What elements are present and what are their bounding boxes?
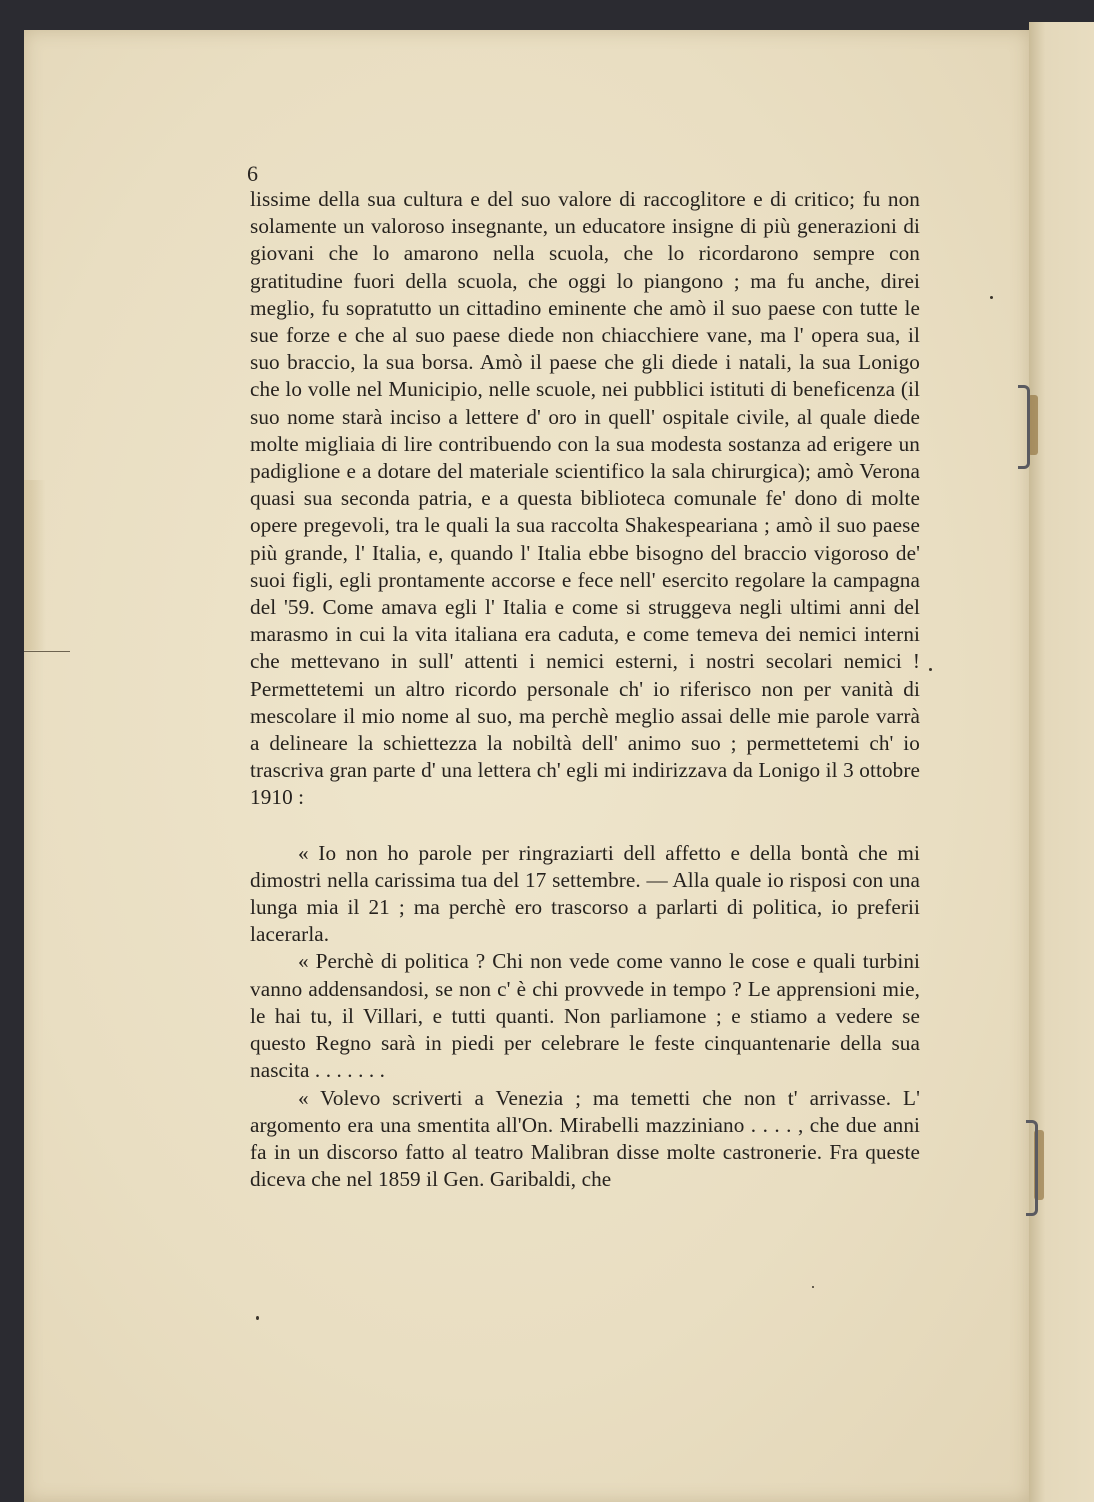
ink-speck (256, 1316, 259, 1320)
page-stain (24, 480, 46, 650)
body-text (250, 186, 920, 1193)
staple-icon (1026, 1120, 1038, 1216)
ink-speck (812, 1286, 814, 1288)
paragraph: lissime della sua cultura e del suo valore di raccoglitore e di critico; fu non solamente un valoroso insegnante, un educatore insigne di più generazioni di giovani che lo amarono nella scuola, che lo ricordarono sempre con gratitudine fuori della scuola, che oggi lo piangono ; ma fu anche, direi meglio, fu sopratutto un cittadino eminente che amò il suo paese con tutte le sue forze e che al suo paese diede non chiacchiere vane, ma l' opera sua, il suo braccio, la sua borsa. Amò il paese che gli diede i natali, la sua Lonigo che lo volle nel Municipio, nelle scuole, nei pubblici istituti di beneficenza (il suo nome starà inciso a lettere d' oro in quell' ospitale civile, al quale diede molte migliaia di lire contribuendo con la sua modesta sostanza ad erigere un padiglione e a dotare del materiale scientifico la sala chirurgica); amò Verona quasi sua seconda patria, e a questa biblioteca comunale fe' dono di molte opere pregevoli, tra le quali la sua raccolta Shakespeariana ; amò il suo paese più grande, l' Italia, e, quando l' Italia ebbe bisogno del braccio vigoroso de' suoi figli, egli prontamente accorse e fece nell' esercito regolare la campagna del '59. Come amava egli l' Italia e come si struggeva negli ultimi anni del marasmo in cui la vita italiana era caduta, e come temeva dei nemici interni che mettevano in sull' attenti i nemici esterni, i nostri secolari nemici ! Permettetemi un altro ricordo personale ch' io riferisco non per vanità di mescolare il mio nome al suo, ma perchè meglio assai delle mie parole varrà a delineare la schiettezza la nobiltà dell' animo suo ; permettetemi ch' io trascriva gran parte d' una lettera ch' egli mi indirizzava da Lonigo il 3 ottobre 1910 : (250, 187, 920, 810)
quoted-letter-paragraph: « Volevo scriverti a Venezia ; ma temetti che non t' arrivasse. L' argomento era una smentita all'On. Mirabelli mazziniano . . . . , che due anni fa in un discorso fatto al teatro Malibran disse molte castronerie. Fra queste diceva che nel 1859 il Gen. Garibaldi, che (250, 1085, 920, 1192)
quoted-letter-paragraph: « Io non ho parole per ringraziarti dell affetto e della bontà che mi dimostri nella carissima tua del 17 settembre. — Alla quale io risposi con una lunga mia il 21 ; ma perchè ero trascorso a parlarti di politica, io preferii lacerarla. (250, 840, 920, 947)
quoted-letter-paragraph: « Perchè di politica ? Chi non vede come vanno le cose e quali turbini vanno addensandosi, se non c' è chi provvede in tempo ? Le apprensioni mie, le hai tu, il Villari, e tutti quanti. Non parliamone ; e stiamo a vedere se questo Regno sarà in piedi per celebrare le feste cinquantenarie della sua nascita . . . . . . . (250, 949, 920, 1083)
ink-speck (929, 668, 932, 671)
ink-speck (990, 296, 993, 299)
page-number: 6 (247, 161, 258, 186)
staple-icon (1018, 385, 1030, 469)
page-tear-line (24, 651, 70, 652)
next-page-edge (1029, 22, 1094, 1502)
paragraph-gap (250, 812, 920, 840)
